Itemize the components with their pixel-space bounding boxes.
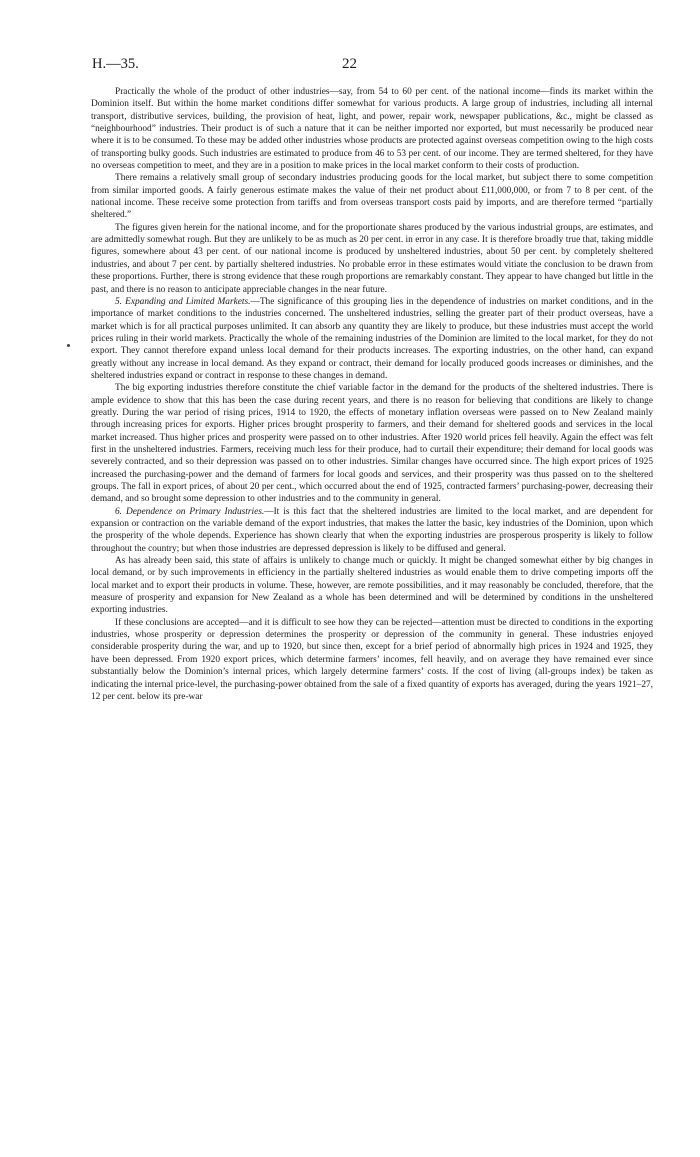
page-number: 22 [342, 56, 357, 72]
page-header [92, 56, 652, 74]
section-heading: 6. Dependence on Primary Industries. [115, 506, 265, 517]
body-text [91, 86, 653, 703]
paragraph [91, 555, 653, 617]
paragraph-text: The big exporting industries therefore constitute the chief variable factor in the demand for the products of the sheltered industries. There is ample evidence to show that this has been the case during recent years, and there is no reason for believing that conditions are likely to change greatly. During the war period of rising prices, 1914 to 1920, the effects of monetary inflation overseas were passed on to New Zealand mainly through increasing prices for exports. Higher prices brought prosperity to farmers, and their demand for sheltered goods and services in the local market increased. Thus higher prices and prosperity were passed on to other industries. After 1920 world prices fell heavily. Again the effect was felt first in the unsheltered industries. Farmers, receiving much less for their produce, had to curtail their expenditure; their demand for local goods was severely contracted, and so their depression was passed on to other industries. Similar changes have occurred since. The high export prices of 1925 increased the purchasing-power and the demand of farmers for local goods and services, and their prosperity was thus passed on to the sheltered groups. The fall in export prices, of about 20 per cent., which occurred about the end of 1925, contracted farmers’ purchasing-power, decreasing their demand, and so brought some depression to other industries and to the community in general. [91, 383, 653, 505]
paragraph-text: —The significance of this grouping lies in the dependence of industries on market conditions, and in the importance of market conditions to the industries concerned. The unsheltered industries, selling the greater part of their product overseas, have a market which is for all practical purposes unlimited. It can absorb any quantity they are likely to produce, but these industries must accept the world prices ruling in their world markets. Practically the whole of the remaining industries of the Dominion are limited to the local market, for they do not export. They cannot therefore expand unless local demand for their products increases. The exporting industries, on the other hand, can expand greatly without any increase in local demand. As they expand or contract, their demand for locally produced goods increases or diminishes, and the sheltered industries expand or contract in response to these changes in demand. [91, 296, 653, 381]
document-reference: H.—35. [92, 56, 139, 72]
margin-dot [67, 344, 70, 347]
paragraph [91, 617, 653, 703]
paragraph-text: —It is this fact that the sheltered industries are limited to the local market, and are dependent for expansion or contraction on the variable demand of the export industries, that makes the latter the basic, key industries of the Dominion, upon which the prosperity of the whole depends. Experience has shown clearly that when the exporting industries are prosperous prosperity is likely to follow throughout the country; but when those industries are depressed depression is likely to be diffused and general. [91, 506, 653, 554]
paragraph-text: Practically the whole of the product of other industries—say, from 54 to 60 per cent. of the national income—finds its market within the Dominion itself. But within the home market conditions differ somewhat for various products. A large group of industries, including all internal transport, distributive services, building, the provision of heat, light, and power, repair work, newspaper publications, &c., might be classed as “neighbourhood” industries. Their product is of such a nature that it can be neither imported nor exported, but must necessarily be produced near where it is to be consumed. To these may be added other industries whose products are protected against overseas competition owing to the high costs of transporting bulky goods. Such industries are estimated to produce from 46 to 53 per cent. of our income. They are termed sheltered, for they have no overseas competition to meet, and they are in a position to make prices in the local market conform to their costs of production. [91, 87, 653, 172]
paragraph-text: If these conclusions are accepted—and it is difficult to see how they can be rejected—attention must be directed to conditions in the exporting industries, whose prosperity or depression determines the prosperity or depression of the community in general. These industries enjoyed considerable prosperity during the war, and up to 1920, but since then, except for a brief period of abnormally high prices in 1924 and 1925, they have been depressed. From 1920 export prices, which determine farmers’ incomes, fell heavily, and on average they have remained ever since substantially below the Dominion’s internal prices, which largely determine farmers’ costs. If the cost of living (all-groups index) be taken as indicating the internal price-level, the purchasing-power obtained from the sale of a fixed quantity of exports has averaged, during the years 1921–27, 12 per cent. below its pre-war [91, 617, 653, 702]
paragraph [91, 296, 653, 382]
paragraph [91, 172, 653, 221]
paragraph [91, 382, 653, 505]
paragraph-text: There remains a relatively small group of secondary industries producing goods for the local market, but subject there to some competition from similar imported goods. A fairly generous estimate makes the value of their net product about £11,000,000, or from 7 to 8 per cent. of the national income. These receive some protection from tariffs and from overseas transport costs paid by imports, and are therefore termed “partially sheltered.” [91, 173, 653, 221]
section-heading: 5. Expanding and Limited Markets. [115, 296, 251, 307]
paragraph [91, 222, 653, 296]
paragraph [91, 86, 653, 172]
paragraph-text: The figures given herein for the national income, and for the proportionate shares produced by the various industrial groups, are estimates, and are admittedly somewhat rough. But they are unlikely to be as much as 20 per cent. in error in any case. It is therefore broadly true that, taking middle figures, somewhere about 43 per cent. of our national income is produced by unsheltered industries, about 50 per cent. by completely sheltered industries, and about 7 per cent. by partially sheltered industries. No probable error in these estimates would vitiate the conclusion to be drawn from these proportions. Further, there is strong evidence that these rough proportions are remarkably constant. They appear to have changed but little in the past, and there is no reason to anticipate appreciable changes in the near future. [91, 222, 653, 295]
paragraph-text: As has already been said, this state of affairs is unlikely to change much or quickly. It might be changed somewhat either by big changes in local demand, or by such improvements in efficiency in the partially sheltered industries as would enable them to drive competing imports off the local market and to export their products in volume. These, however, are remote possibilities, and it may reasonably be concluded, therefore, that the measure of prosperity and expansion for New Zealand as a whole has been determined and will be determined by conditions in the unsheltered exporting industries. [91, 556, 653, 616]
paragraph [91, 506, 653, 555]
